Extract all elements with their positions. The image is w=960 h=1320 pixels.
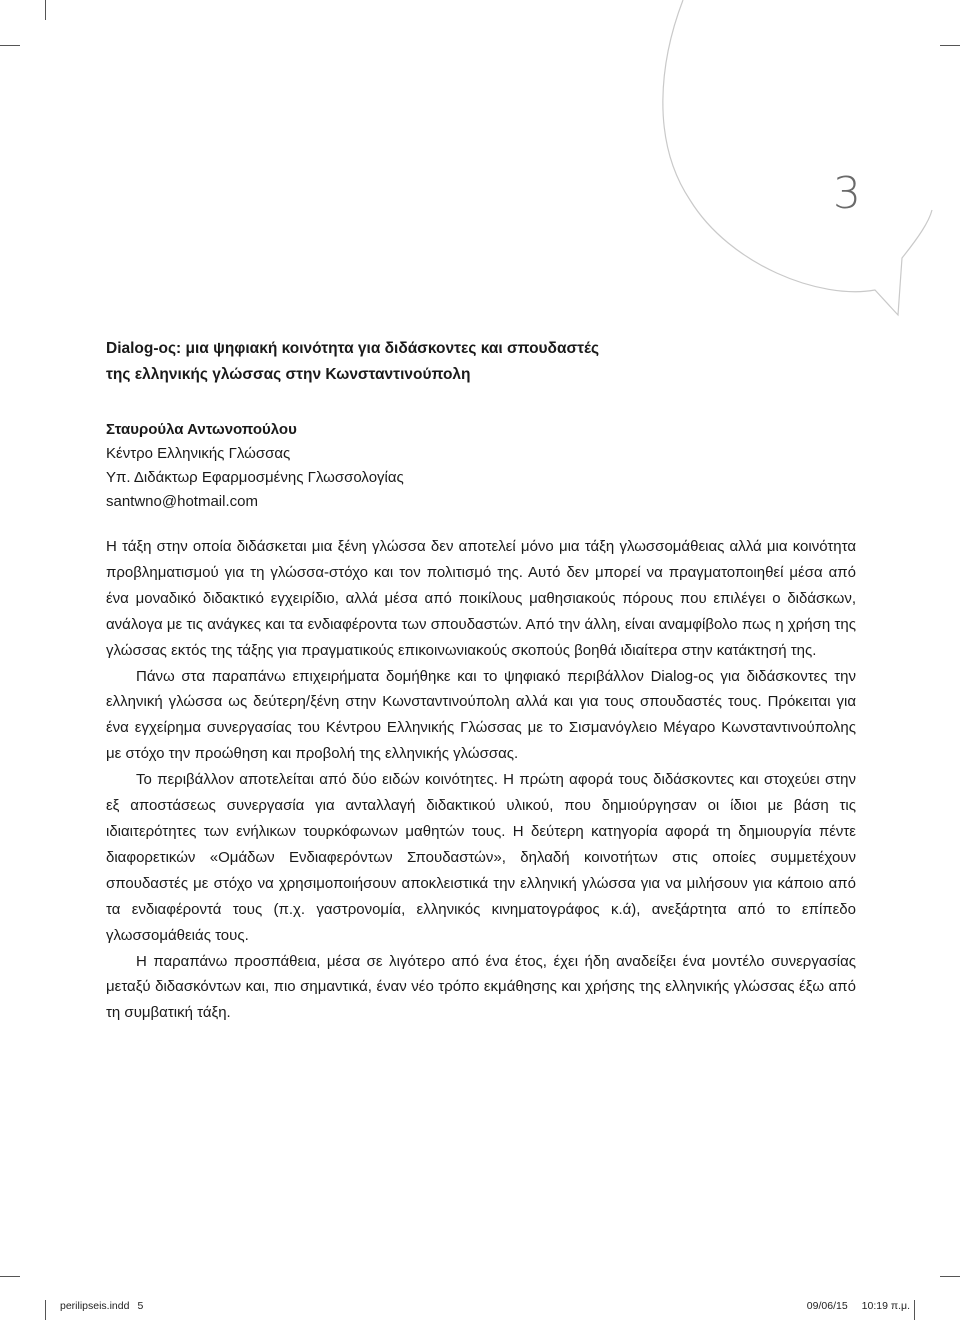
article-title-line-1: Dialog-ος: μια ψηφιακή κοινότητα για διδάσκοντες και σπουδαστές	[106, 340, 600, 357]
abstract-paragraph: Η παραπάνω προσπάθεια, μέσα σε λιγότερο από ένα έτος, έχει ήδη αναδείξει ένα μοντέλο συνεργασίας μεταξύ διδασκόντων και, πιο σημαντικά, έναν νέο τρόπο εκμάθησης και χρήσης της ελληνικής γλώσσας έξω από τη συμβατική τάξη.	[106, 952, 856, 1022]
print-slug-footer	[60, 1298, 910, 1314]
author-block	[106, 418, 856, 514]
author-position: Υπ. Διδάκτωρ Εφαρμοσμένης Γλωσσολογίας	[106, 469, 404, 486]
article-content	[106, 336, 856, 1026]
author-name: Σταυρούλα Αντωνοπούλου	[106, 421, 297, 438]
author-affiliation: Κέντρο Ελληνικής Γλώσσας	[106, 445, 291, 462]
abstract-paragraph: Πάνω στα παραπάνω επιχειρήματα δομήθηκε και το ψηφιακό περιβάλλον Dialog-ος για διδάσκοντες την ελληνική γλώσσα ως δεύτερη/ξένη στην Κωνσταντινούπολη αλλά και για τους σπουδαστές τους. Πρόκειται για ένα εγχείρημα συνεργασίας του Κέντρου Ελληνικής Γλώσσας με το Σισμανόγλειο Μέγαρο Κωνσταντινούπολης με στόχο την προώθηση και προβολή της ελληνικής γλώσσας.	[106, 667, 856, 763]
crop-mark-bottom-left-vertical	[45, 1300, 46, 1320]
abstract-paragraph: Το περιβάλλον αποτελείται από δύο ειδών κοινότητες. Η πρώτη αφορά τους διδάσκοντες και στοχεύει στην εξ αποστάσεως συνεργασία για ανταλλαγή διδακτικού υλικού, που δημιούργησαν οι ίδιοι με βάση τις ιδιαιτερότητες των ενήλικων τουρκόφωνων μαθητών τους. Η δεύτερη κατηγορία αφορά τη δημιουργία πέντε διαφορετικών «Ομάδων Ενδιαφερόντων Σπουδαστών», δηλαδή κοινοτήτων στις οποίες συμμετέχουν σπουδαστές με στόχο να χρησιμοποιήσουν αποκλειστικά την ελληνική γλώσσα για να μιλήσουν για κάποιο από τα ενδιαφέροντά τους (π.χ. γαστρονομία, ελληνικός κινηματογράφος κ.ά), ανεξάρτητα από το επίπεδο γλωσσομάθειάς τους.	[106, 771, 856, 944]
page-number: 3	[833, 168, 861, 219]
crop-mark-bottom-left-horizontal	[0, 1276, 20, 1277]
abstract	[106, 534, 856, 1026]
crop-mark-bottom-right-vertical	[914, 1300, 915, 1320]
footer-timestamp	[807, 1298, 910, 1314]
author-email: santwno@hotmail.com	[106, 493, 258, 510]
footer-date: 09/06/15	[806, 1300, 848, 1312]
footer-filename: perilipseis.indd	[60, 1300, 130, 1312]
article-title-line-2: της ελληνικής γλώσσας στην Κωνσταντινούπολη	[106, 366, 471, 383]
footer-page: 5	[137, 1300, 144, 1312]
speech-bubble-outline	[0, 0, 960, 320]
crop-mark-bottom-right-horizontal	[940, 1276, 960, 1277]
footer-file-info	[60, 1298, 143, 1314]
abstract-paragraph: Η τάξη στην οποία διδάσκεται μια ξένη γλώσσα δεν αποτελεί μόνο μια τάξη γλωσσομάθειας αλλά μια κοινότητα προβληματισμού για τη γλώσσα-στόχο και τον πολιτισμό της. Αυτό δεν μπορεί να πραγματοποιηθεί μέσα από ένα μοναδικό διδακτικό εγχειρίδιο, αλλά μέσα από ποικίλους μαθησιακούς πόρους που επιλέγει ο διδάσκων, ανάλογα με τις ανάγκες και τα ενδιαφέροντα των σπουδαστών. Από την άλλη, είναι αναμφίβολο πως η χρήση της γλώσσας εκτός της τάξης για πραγματικούς επικοινωνιακούς σκοπούς βοηθά ιδιαίτερα στην κατάκτησή της.	[106, 538, 856, 659]
article-title	[106, 336, 856, 388]
footer-time: 10:19 π.μ.	[861, 1300, 910, 1312]
